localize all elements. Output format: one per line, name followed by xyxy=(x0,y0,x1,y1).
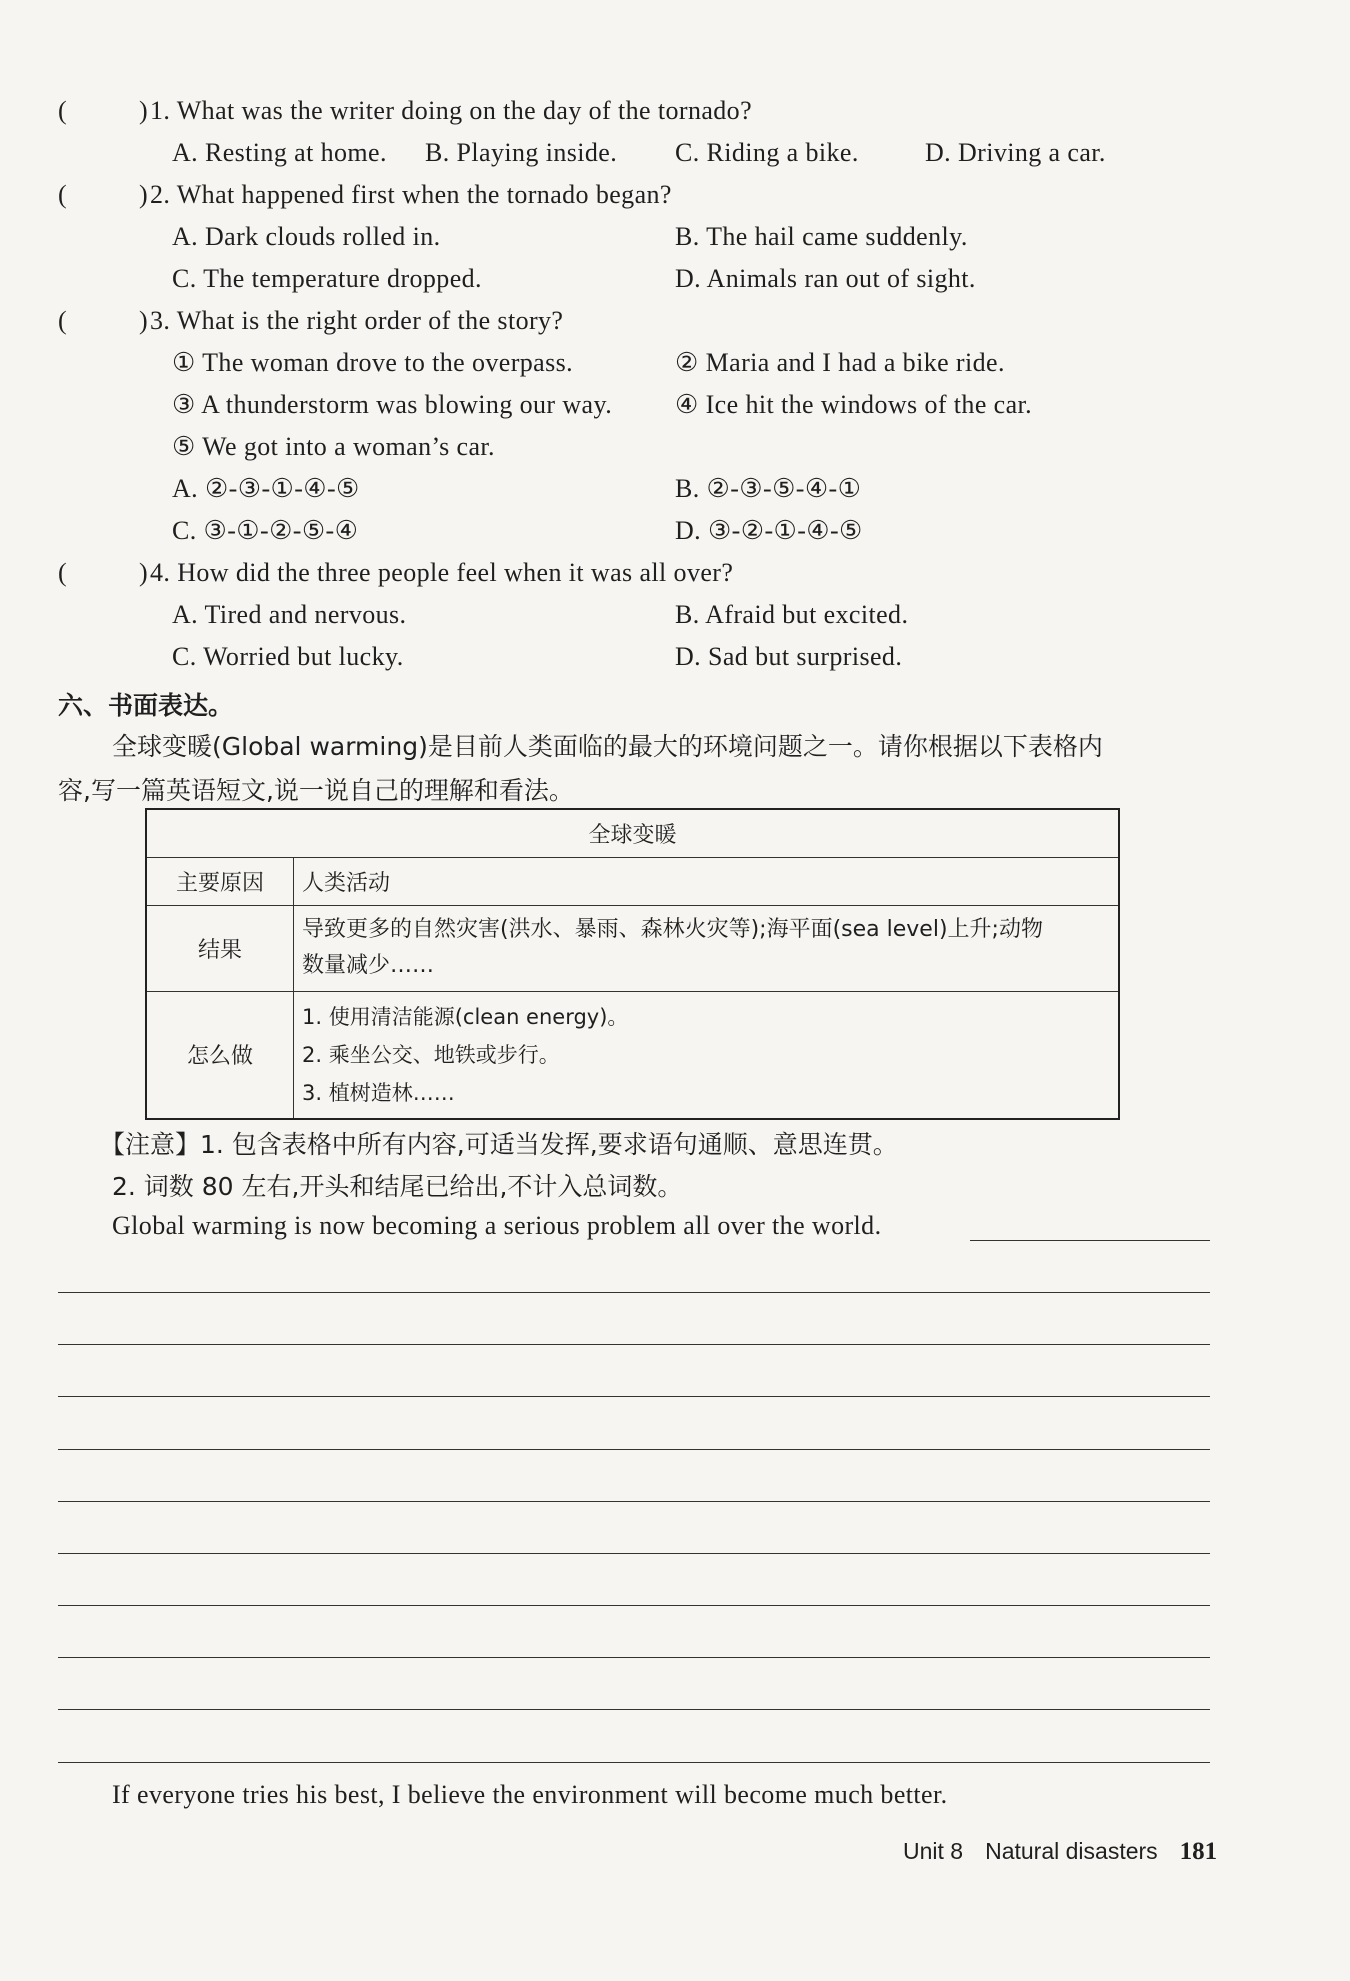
q1-option-d: D. Driving a car. xyxy=(925,138,1106,167)
page-number: 181 xyxy=(1179,1838,1218,1865)
writing-line[interactable] xyxy=(58,1292,1210,1293)
q4-option-d: D. Sad but surprised. xyxy=(675,642,903,671)
result-line-2: 数量减少…… xyxy=(302,953,435,978)
question-1-stem: 1. What was the writer doing on the day of the tornado? xyxy=(150,96,753,125)
q3-option-a: A. ②-③-①-④-⑤ xyxy=(172,474,360,503)
footer-title: Natural disasters xyxy=(985,1838,1158,1864)
opening-answer-line[interactable] xyxy=(970,1240,1210,1241)
answer-blank-q3[interactable]: ( ) xyxy=(58,306,148,335)
result-line-1: 导致更多的自然灾害(洪水、暴雨、森林火灾等);海平面(sea level)上升;动物 xyxy=(302,917,1043,942)
writing-intro-line-2: 容,写一篇英语短文,说一说自己的理解和看法。 xyxy=(58,776,574,805)
writing-closing-sentence: If everyone tries his best, I believe the environment will become much better. xyxy=(112,1780,948,1809)
writing-intro-line-1: 全球变暖(Global warming)是目前人类面临的最大的环境问题之一。请你根据以下表格内 xyxy=(112,732,1103,761)
footer-unit: Unit 8 xyxy=(903,1838,964,1864)
writing-line[interactable] xyxy=(58,1553,1210,1554)
answer-blank-q1[interactable]: ( ) xyxy=(58,96,148,125)
page-footer xyxy=(903,1838,1217,1866)
writing-line[interactable] xyxy=(58,1709,1210,1710)
q3-event-1: ① The woman drove to the overpass. xyxy=(172,348,574,377)
table-label-action: 怎么做 xyxy=(146,991,294,1119)
q4-option-b: B. Afraid but excited. xyxy=(675,600,909,629)
writing-line[interactable] xyxy=(58,1657,1210,1658)
table-title: 全球变暖 xyxy=(146,809,1119,857)
question-4-stem: 4. How did the three people feel when it was all over? xyxy=(150,558,734,587)
action-item-1: 1. 使用清洁能源(clean energy)。 xyxy=(302,1004,629,1029)
q3-event-3: ③ A thunderstorm was blowing our way. xyxy=(172,390,613,419)
q2-option-d: D. Animals ran out of sight. xyxy=(675,264,976,293)
q3-event-5: ⑤ We got into a woman’s car. xyxy=(172,432,495,461)
writing-note-1: 【注意】1. 包含表格中所有内容,可适当发挥,要求语句通顺、意思连贯。 xyxy=(100,1130,898,1159)
writing-line[interactable] xyxy=(58,1605,1210,1606)
answer-blank-q2[interactable]: ( ) xyxy=(58,180,148,209)
q3-event-2: ② Maria and I had a bike ride. xyxy=(675,348,1005,377)
q3-option-c: C. ③-①-②-⑤-④ xyxy=(172,516,359,545)
action-item-3: 3. 植树造林…… xyxy=(302,1080,455,1105)
answer-blank-q4[interactable]: ( ) xyxy=(58,558,148,587)
writing-opening-sentence: Global warming is now becoming a serious problem all over the world. xyxy=(112,1211,882,1240)
q3-option-b: B. ②-③-⑤-④-① xyxy=(675,474,862,503)
q4-option-a: A. Tired and nervous. xyxy=(172,600,407,629)
q1-option-a: A. Resting at home. xyxy=(172,138,387,167)
q1-option-c: C. Riding a bike. xyxy=(675,138,859,167)
table-label-result: 结果 xyxy=(146,905,294,991)
q2-option-b: B. The hail came suddenly. xyxy=(675,222,968,251)
writing-line[interactable] xyxy=(58,1396,1210,1397)
writing-line[interactable] xyxy=(58,1344,1210,1345)
writing-line[interactable] xyxy=(58,1449,1210,1450)
q2-option-a: A. Dark clouds rolled in. xyxy=(172,222,441,251)
q1-option-b: B. Playing inside. xyxy=(425,138,618,167)
global-warming-table xyxy=(145,808,1120,1120)
question-2-stem: 2. What happened first when the tornado began? xyxy=(150,180,672,209)
writing-heading: 六、书面表达。 xyxy=(58,691,234,720)
table-value-result xyxy=(294,905,1120,991)
action-item-2: 2. 乘坐公交、地铁或步行。 xyxy=(302,1042,560,1067)
q3-option-d: D. ③-②-①-④-⑤ xyxy=(675,516,863,545)
writing-line[interactable] xyxy=(58,1762,1210,1763)
q4-option-c: C. Worried but lucky. xyxy=(172,642,404,671)
q3-event-4: ④ Ice hit the windows of the car. xyxy=(675,390,1033,419)
table-value-action xyxy=(294,991,1120,1119)
writing-line[interactable] xyxy=(58,1501,1210,1502)
table-value-cause: 人类活动 xyxy=(294,857,1120,905)
q2-option-c: C. The temperature dropped. xyxy=(172,264,482,293)
writing-note-2: 2. 词数 80 左右,开头和结尾已给出,不计入总词数。 xyxy=(112,1172,683,1201)
question-3-stem: 3. What is the right order of the story? xyxy=(150,306,564,335)
table-label-cause: 主要原因 xyxy=(146,857,294,905)
